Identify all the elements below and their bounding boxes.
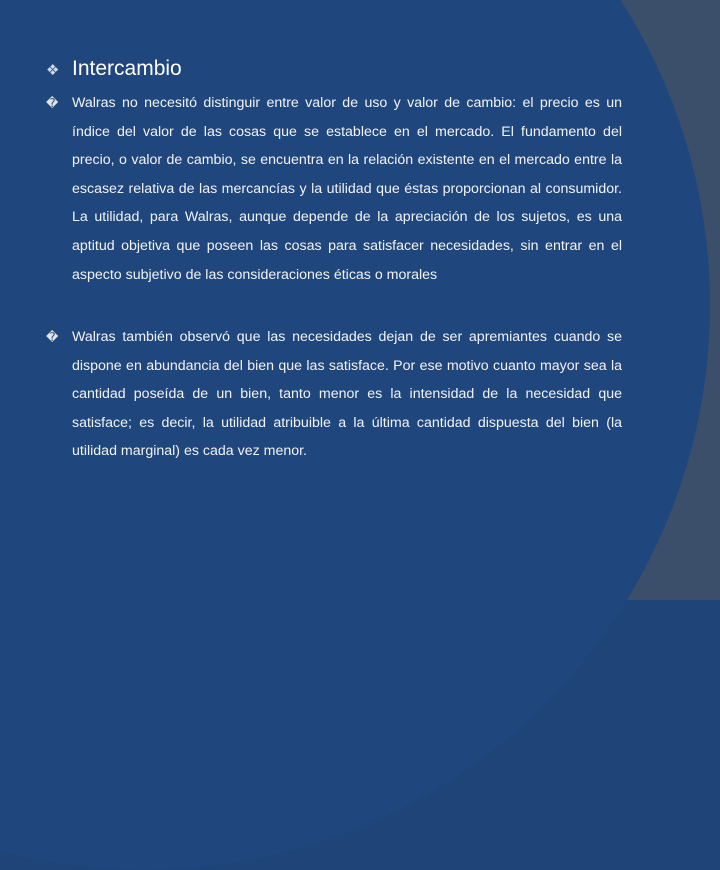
paragraph-text: Walras no necesitó distinguir entre valor de uso y valor de cambio: el precio es un índice del valor de las cosas que se establece en el mercado. El fundamento del precio, o valor de cambio, se encuentra en la relación existente en el mercado entre la escasez relativa de las mercancías y la utilidad que éstas proporcionan al consumidor. La utilidad, para Walras, aunque depende de la apreciación de los sujetos, es una aptitud objetiva que poseen las cosas para satisfacer necesidades, sin entrar en el aspecto subjetivo de las consideraciones éticas o morales bbox=[72, 95, 622, 283]
title-row bbox=[46, 55, 622, 83]
bullet-icon: � bbox=[46, 330, 59, 344]
bullet-item bbox=[46, 89, 622, 289]
bullet-item bbox=[46, 323, 622, 466]
paragraph-text: Walras también observó que las necesidades dejan de ser apremiantes cuando se dispone en abundancia del bien que las satisface. Por ese motivo cuanto mayor sea la cantidad poseída de un bien, tanto menor es la intensidad de la necesidad que satisface; es decir, la utilidad atribuible a la última cantidad dispuesta del bien (la utilidad marginal) es cada vez menor. bbox=[72, 329, 622, 460]
diamond-bullet-icon: ❖ bbox=[46, 61, 60, 79]
slide-title: Intercambio bbox=[72, 57, 182, 80]
bullet-icon: � bbox=[46, 96, 59, 110]
